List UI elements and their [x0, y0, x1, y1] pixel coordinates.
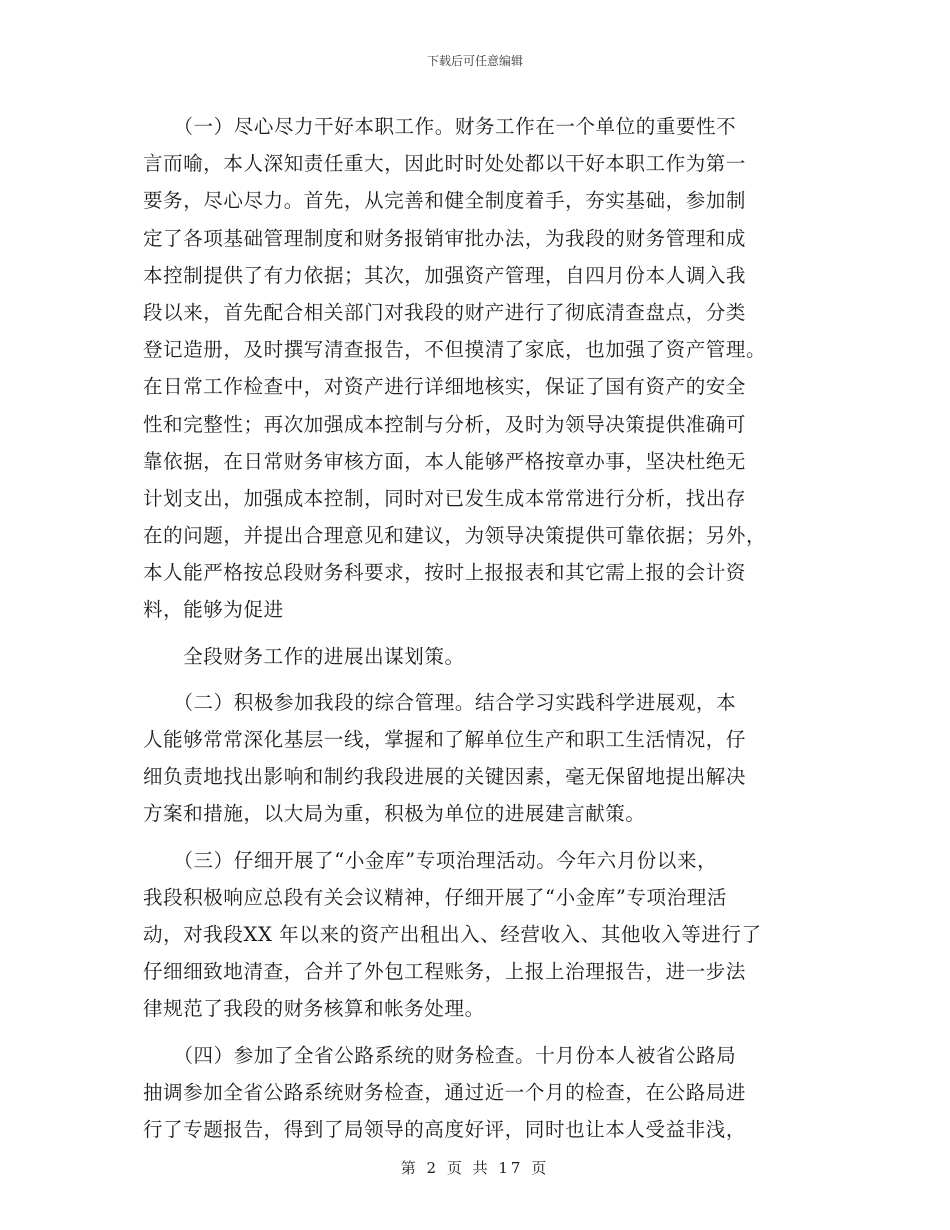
- text-line: 计划支出，加强成本控制，同时对已发生成本常常进行分析，找出存: [143, 486, 747, 510]
- paragraph-gap: [143, 675, 807, 684]
- text-line: 在日常工作检查中，对资产进行详细地核实，保证了国有资产的安全: [143, 375, 747, 399]
- page-number-footer: 第 2 页 共 17 页: [400, 1159, 550, 1177]
- text-line: 动，对我段XX 年以来的资产出租出入、经营收入、其他收入等进行了: [143, 922, 762, 946]
- text-line: （二）积极参加我段的综合管理。结合学习实践科学进展观，本: [143, 690, 737, 714]
- text-line: 本控制提供了有力依据；其次，加强资产管理，自四月份本人调入我: [143, 263, 747, 287]
- text-line: 本人能严格按总段财务科要求，按时上报报表和其它需上报的会计资: [143, 561, 747, 585]
- paragraph-gap: [143, 629, 807, 638]
- text-line: 方案和措施，以大局为重，积极为单位的进展建言献策。: [143, 802, 646, 826]
- paragraph-gap: [143, 1028, 807, 1037]
- text-line: （三）仔细开展了“小金库”专项治理活动。今年六月份以来，: [143, 848, 718, 872]
- text-line: 我段积极响应总段有关会议精神，仔细开展了“小金库”专项治理活: [143, 885, 727, 909]
- text-line: 律规范了我段的财务核算和帐务处理。: [143, 997, 485, 1021]
- text-line: 全段财务工作的进展出谋划策。: [143, 644, 465, 668]
- text-line: 人能够常常深化基层一线，掌握和了解单位生产和职工生活情况，仔: [143, 728, 747, 751]
- text-line: 行了专题报告，得到了局领导的高度好评，同时也让本人受益非浅，: [143, 1117, 747, 1141]
- text-line: 料，能够为促进: [143, 598, 284, 622]
- text-line: 要务，尽心尽力。首先，从完善和健全制度着手，夯实基础，参加制: [143, 189, 747, 213]
- text-line: 段以来，首先配合相关部门对我段的财产进行了彻底清查盘点，分类: [143, 300, 747, 324]
- text-line: 细负责地找出影响和制约我段进展的关键因素，毫无保留地提出解决: [143, 765, 747, 789]
- text-line: 言而喻，本人深知责任重大，因此时时处处都以干好本职工作为第一: [143, 152, 747, 176]
- text-line: （一）尽心尽力干好本职工作。财务工作在一个单位的重要性不: [143, 115, 737, 138]
- text-line: 抽调参加全省公路系统财务检查，通过近一个月的检查，在公路局进: [143, 1080, 747, 1104]
- text-line: 定了各项基础管理制度和财务报销审批办法，为我段的财务管理和成: [143, 226, 747, 250]
- page-header-note: 下载后可任意编辑: [426, 54, 523, 68]
- paragraph-gap: [143, 833, 807, 842]
- document-body: [143, 108, 807, 1148]
- text-line: 在的问题，并提出合理意见和建议，为领导决策提供可靠依据；另外，: [143, 524, 767, 548]
- text-line: 性和完整性；再次加强成本控制与分析，及时为领导决策提供准确可: [143, 412, 747, 436]
- text-line: 靠依据，在日常财务审核方面，本人能够严格按章办事，坚决杜绝无: [143, 449, 747, 473]
- text-line: 仔细细致地清查，合并了外包工程账务，上报上治理报告，进一步法: [143, 960, 747, 984]
- text-line: 登记造册，及时撰写清查报告，不但摸清了家底，也加强了资产管理。: [143, 338, 767, 362]
- text-line: （四）参加了全省公路系统的财务检查。十月份本人被省公路局: [143, 1043, 737, 1067]
